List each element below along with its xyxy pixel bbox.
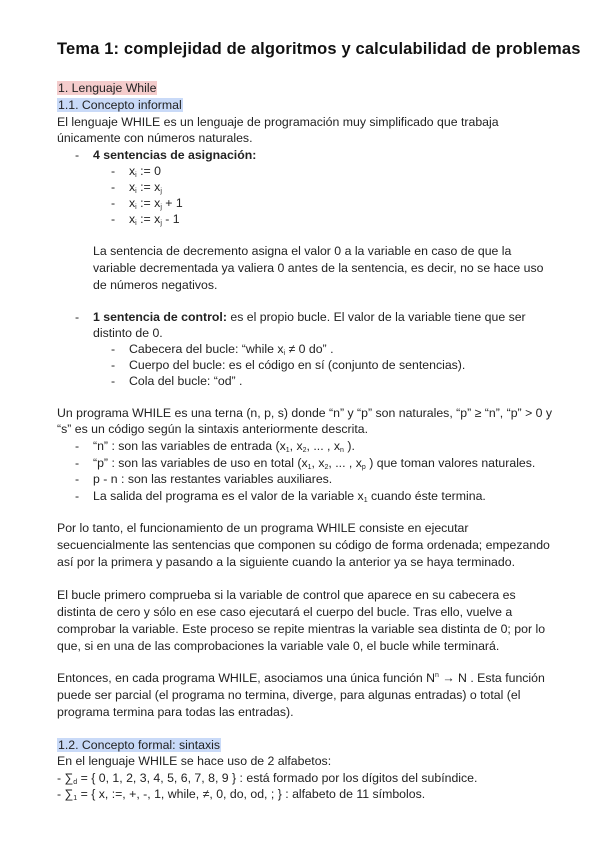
program-line-1: Un programa WHILE es una terna (n, p, s) donde “n” y “p” son naturales, “p” ≥ “n”, “p” > 0 y — [57, 406, 553, 420]
section-heading-1-2: 1.2. Concepto formal: sintaxis — [58, 738, 220, 752]
list-bullet: - — [75, 148, 80, 162]
list-bullet: - — [75, 456, 80, 470]
loop-body: Cuerpo del bucle: es el código en sí (conjunto de sentencias). — [129, 358, 466, 372]
list-bullet: - — [75, 472, 80, 486]
alphabet-symbols: - $\sum_1$ = { x, :=, +, -, 1, while, ≠, 0, do, od, ; } : alfabeto de 11 símbolos. — [57, 787, 426, 802]
list-bullet: - — [111, 196, 116, 210]
para2-line-1: El bucle primero comprueba si la variable de control que aparece en su cabecera es — [57, 588, 516, 602]
assign-item-4: $x_i$ := $x_j - 1$ — [129, 212, 180, 227]
list-bullet: - — [111, 374, 116, 388]
syntax-intro: En el lenguaje WHILE se hace uso de 2 alfabetos: — [57, 754, 332, 768]
para2-line-3: comprobar la variable. Este proceso se repite mientras la variable sea distinta de 0; por lo — [57, 622, 546, 636]
list-bullet: - — [111, 358, 116, 372]
loop-tail: Cola del bucle: “od” . — [129, 374, 243, 388]
list-bullet: - — [111, 180, 116, 194]
assign-item-3: $x_i$ := $x_j + 1$ — [129, 196, 183, 211]
para3-line-2: puede ser parcial (el programa no termina, diverge, para algunas entradas) o total (el — [57, 688, 521, 702]
var-n: “n” : son las variables de entrada ($x_1$, $x_2$, ... , $x_n$ ). — [93, 439, 355, 454]
para1-line-1: Por lo tanto, el funcionamiento de un programa WHILE consiste en ejecutar — [57, 521, 469, 535]
control-line-2: distinto de 0. — [93, 326, 163, 340]
alphabet-digits: - $\sum_d$ = { 0, 1, 2, 3, 4, 5, 6, 7, 8, 9 } : está formado por los dígitos del subíndice. — [57, 771, 478, 786]
decrement-line-1: La sentencia de decremento asigna el valor 0 a la variable en caso de que la — [93, 244, 512, 258]
page-title: Tema 1: complejidad de algoritmos y calculabilidad de problemas — [57, 40, 581, 58]
intro-line-2: únicamente con números naturales. — [57, 131, 253, 145]
list-bullet: - — [75, 489, 80, 503]
assign-item-2: $x_i$ := $x_j$ — [129, 180, 162, 195]
list-bullet: - — [111, 212, 116, 226]
para3-line-1: Entonces, en cada programa WHILE, asociamos una única función $N^n \to N$ . Esta función — [57, 671, 545, 685]
para2-line-2: distinta de cero y sólo en ese caso ejecutará el cuerpo del bucle. Tras ello, vuelve a — [57, 605, 513, 619]
list-bullet: - — [111, 164, 116, 178]
var-pn: p - n : son las restantes variables auxiliares. — [93, 472, 333, 486]
assign-item-1: $x_i$ := 0 — [129, 164, 161, 179]
list-bullet: - — [75, 439, 80, 453]
list-bullet: - — [111, 342, 116, 356]
var-p: “p” : son las variables de uso en total ($x_1$, $x_2$, ... , $x_p$ ) que toman valores naturales. — [93, 456, 536, 471]
program-line-2: “s” es un código según la sintaxis anteriormente descrita. — [57, 422, 368, 436]
para2-line-4: que, si en una de las comprobaciones la variable vale 0, el bucle while terminará. — [57, 639, 500, 653]
para1-line-3: así por la primera y pasando a la siguiente cuando la anterior ya se haya terminado. — [57, 555, 515, 569]
para3-line-3: programa termina para todas las entradas). — [57, 705, 294, 719]
intro-line-1: El lenguaje WHILE es un lenguaje de programación muy simplificado que trabaja — [57, 115, 499, 129]
section-heading-1-1: 1.1. Concepto informal — [58, 98, 182, 112]
decrement-line-2: variable decrementada ya valiera 0 antes de la sentencia, es decir, no se hace uso — [93, 261, 544, 275]
control-line-1: 1 sentencia de control: es el propio bucle. El valor de la variable tiene que ser — [93, 310, 526, 324]
section-heading-1: 1. Lenguaje While — [58, 81, 157, 95]
var-output: La salida del programa es el valor de la variable $x_1$ cuando éste termina. — [93, 489, 486, 504]
assign-heading: 4 sentencias de asignación: — [93, 148, 257, 162]
list-bullet: - — [75, 310, 80, 324]
loop-head: Cabecera del bucle: “while $x_i \ne 0$ do” . — [129, 342, 334, 357]
decrement-line-3: de números negativos. — [93, 278, 218, 292]
para1-line-2: secuencialmente las sentencias que componen su código de forma ordenada; empezando — [57, 538, 550, 552]
